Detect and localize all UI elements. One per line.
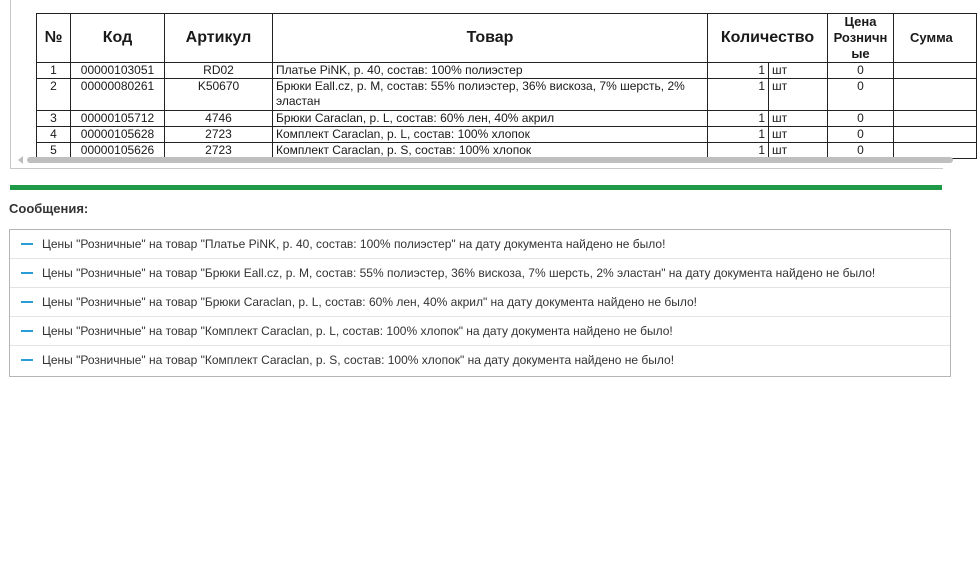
row-product: Брюки Eall.cz, р. M, состав: 55% полиэстер, 36% вискоза, 7% шерсть, 2% эластан — [273, 79, 708, 111]
message-marker-icon — [21, 243, 33, 245]
row-retail-price: 0 — [828, 143, 894, 159]
message-text: Цены "Розничные" на товар "Брюки Caraclan, р. L, состав: 60% лен, 40% акрил" на дату документа найдено не было! — [42, 295, 697, 309]
messages-panel — [9, 229, 951, 377]
goods-table — [36, 13, 977, 159]
message-marker-icon — [21, 330, 33, 332]
message-marker-icon — [21, 359, 33, 361]
row-no: 1 — [37, 63, 71, 79]
scroll-left-arrow-icon[interactable] — [18, 156, 23, 164]
row-no: 4 — [37, 127, 71, 143]
row-unit: шт — [769, 143, 828, 159]
message-item[interactable] — [10, 346, 950, 374]
messages-title: Сообщения: — [9, 201, 89, 216]
row-unit: шт — [769, 79, 828, 111]
goods-table-viewport — [36, 13, 956, 157]
row-retail-price: 0 — [828, 111, 894, 127]
column-header-retail-price[interactable] — [828, 14, 894, 63]
row-code: 00000105628 — [71, 127, 165, 143]
message-marker-icon — [21, 301, 33, 303]
column-header-sum[interactable]: Сумма — [894, 14, 977, 63]
message-text: Цены "Розничные" на товар "Брюки Eall.cz, р. M, состав: 55% полиэстер, 36% вискоза, 7% шерсть, 2% эластан" на дату документа найдено не было! — [42, 266, 876, 280]
row-article: 4746 — [165, 111, 273, 127]
table-row[interactable] — [37, 79, 977, 111]
table-row[interactable] — [37, 127, 977, 143]
row-product: Комплект Caraclan, р. S, состав: 100% хлопок — [273, 143, 708, 159]
row-quantity: 1 — [708, 143, 769, 159]
message-text: Цены "Розничные" на товар "Комплект Caraclan, р. S, состав: 100% хлопок" на дату документа найдено не было! — [42, 353, 675, 367]
row-product: Комплект Caraclan, р. L, состав: 100% хлопок — [273, 127, 708, 143]
message-text: Цены "Розничные" на товар "Комплект Caraclan, р. L, состав: 100% хлопок" на дату документа найдено не было! — [42, 324, 673, 338]
row-sum — [894, 63, 977, 79]
row-unit: шт — [769, 127, 828, 143]
retail-price-header-line2: Розничн — [833, 30, 888, 45]
row-product: Брюки Caraclan, р. L, состав: 60% лен, 40% акрил — [273, 111, 708, 127]
horizontal-scrollbar-thumb[interactable] — [27, 157, 953, 163]
row-retail-price: 0 — [828, 79, 894, 111]
row-quantity: 1 — [708, 127, 769, 143]
row-sum — [894, 111, 977, 127]
row-retail-price: 0 — [828, 127, 894, 143]
row-article: 2723 — [165, 143, 273, 159]
row-quantity: 1 — [708, 79, 769, 111]
row-article: K50670 — [165, 79, 273, 111]
row-article: RD02 — [165, 63, 273, 79]
message-item[interactable] — [10, 317, 950, 346]
message-text: Цены "Розничные" на товар "Платье PiNK, р. 40, состав: 100% полиэстер" на дату документа найдено не было! — [42, 237, 666, 251]
message-item[interactable] — [10, 259, 950, 288]
goods-table-panel — [10, 0, 953, 169]
message-item[interactable] — [10, 230, 950, 259]
row-sum — [894, 79, 977, 111]
table-header-row — [37, 14, 977, 63]
column-header-quantity[interactable]: Количество — [708, 14, 828, 63]
message-marker-icon — [21, 272, 33, 274]
row-unit: шт — [769, 111, 828, 127]
column-header-article[interactable]: Артикул — [165, 14, 273, 63]
row-no: 2 — [37, 79, 71, 111]
section-divider — [10, 185, 942, 190]
row-code: 00000103051 — [71, 63, 165, 79]
row-product: Платье PiNK, р. 40, состав: 100% полиэстер — [273, 63, 708, 79]
table-row[interactable] — [37, 63, 977, 79]
row-retail-price: 0 — [828, 63, 894, 79]
row-code: 00000080261 — [71, 79, 165, 111]
row-code: 00000105626 — [71, 143, 165, 159]
table-row[interactable] — [37, 111, 977, 127]
message-item[interactable] — [10, 288, 950, 317]
row-code: 00000105712 — [71, 111, 165, 127]
row-article: 2723 — [165, 127, 273, 143]
row-no: 3 — [37, 111, 71, 127]
column-header-code[interactable]: Код — [71, 14, 165, 63]
column-header-no[interactable]: № — [37, 14, 71, 63]
row-quantity: 1 — [708, 63, 769, 79]
row-no: 5 — [37, 143, 71, 159]
row-quantity: 1 — [708, 111, 769, 127]
column-header-product[interactable]: Товар — [273, 14, 708, 63]
retail-price-header-line3: ые — [851, 46, 870, 61]
retail-price-header-line1: Цена — [844, 14, 877, 29]
row-unit: шт — [769, 63, 828, 79]
row-sum — [894, 127, 977, 143]
